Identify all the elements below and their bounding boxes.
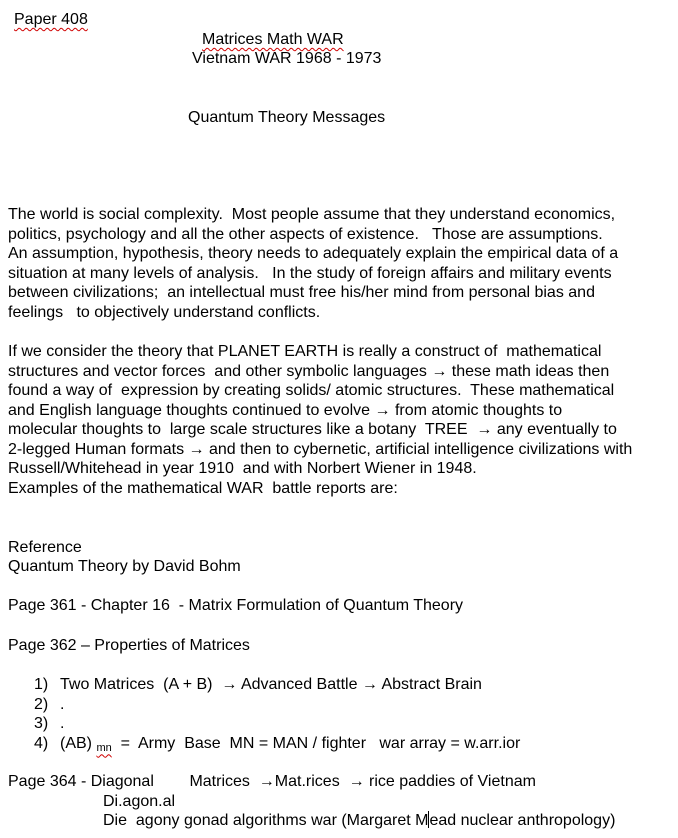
page-364-continuation-2: Die agony gonad algorithms war (Margaret Mead nuclear anthropology): [103, 812, 616, 829]
page-362-line: Page 362 – Properties of Matrices: [8, 637, 250, 654]
paragraph-2: [8, 342, 678, 498]
paragraph-line: molecular thoughts to large scale structures like a botany TREE → any eventually to: [8, 421, 617, 438]
paragraph-line: structures and vector forces and other symbolic languages → these math ideas then: [8, 362, 610, 380]
paragraph-line: politics, psychology and all the other aspects of existence. Those are assumptions.: [8, 225, 603, 243]
paragraph-line: Examples of the mathematical WAR battle reports are:: [8, 479, 398, 497]
list-item: 3) .: [34, 715, 65, 732]
page-361-line: Page 361 - Chapter 16 - Matrix Formulation of Quantum Theory: [8, 597, 464, 614]
reference-heading: Reference: [8, 539, 82, 556]
paragraph-line: The world is social complexity. Most people assume that they understand economics,: [8, 206, 616, 223]
reference-book: Quantum Theory by David Bohm: [8, 558, 241, 575]
paragraph-line: and English language thoughts continued to evolve → from atomic thoughts to: [8, 401, 563, 419]
paragraph-line: between civilizations; an intellectual must free his/her mind from personal bias and: [8, 284, 595, 301]
paragraph-line: An assumption, hypothesis, theory needs to adequately explain the empirical data of a: [8, 245, 619, 262]
numbered-list: [34, 675, 520, 753]
list-item: 1) Two Matrices (A + B) → Advanced Battle → Abstract Brain: [34, 676, 482, 693]
paragraph-line: Russell/Whitehead in year 1910 and with Norbert Wiener in 1948.: [8, 460, 477, 477]
paper-id: Paper 408: [14, 11, 88, 28]
title-line-1: Matrices Math WAR: [202, 31, 344, 48]
title-line-2: Vietnam WAR 1968 - 1973: [192, 50, 382, 67]
page-364-continuation-1: Di.agon.al: [103, 793, 176, 810]
paragraph-line: feelings to objectively understand conflicts.: [8, 303, 321, 321]
paragraph-line: 2-legged Human formats → and then to cybernetic, artificial intelligence civilizations with: [8, 440, 633, 458]
list-item: 2) .: [34, 695, 65, 713]
paragraph-line: found a way of expression by creating solids/ atomic structures. These mathematical: [8, 382, 615, 399]
paragraph-line: situation at many levels of analysis. In the study of foreign affairs and military events: [8, 264, 612, 282]
paragraph-line: If we consider the theory that PLANET EARTH is really a construct of mathematical: [8, 343, 602, 360]
paragraph-1: [8, 205, 678, 322]
title-line-3: Quantum Theory Messages: [188, 109, 386, 126]
list-item: 4) (AB) $_{mn}$ = Army Base MN = MAN / fighter war array = w.arr.ior: [34, 734, 521, 754]
page-364-line: Page 364 - Diagonal Matrices →Mat.rices → rice paddies of Vietnam: [8, 773, 536, 790]
